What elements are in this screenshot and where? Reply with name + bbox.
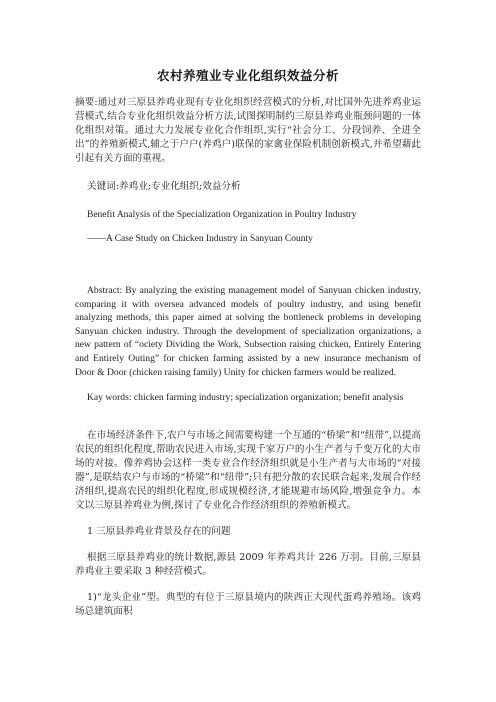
body-paragraph: 1)“龙头企业”型。典型的有位于三原县境内的陕西正大现代蛋鸡养殖场。该鸡场总建筑面积 <box>75 592 421 618</box>
keywords-cn: 关键词:养鸡业;专业化组织;效益分析 <box>87 181 241 192</box>
keywords-en: Kay words: chicken farming industry; specialization organization; benefit analysis <box>87 392 404 404</box>
document-title: 农村养殖业专业化组织效益分析 <box>156 68 339 83</box>
abstract-en: Abstract: By analyzing the existing management model of Sanyuan chicken industry, comparing it with oversea advanced models of poultry industry, and using benefit analyzing methods, this paper aimed at solving the bottleneck problems in developing Sanyuan chicken industry. Through the development of specialization organizations, a new pattern of “ociety Dividing the Work, Subsection raising chicken, Entirely Entering and Entirely Outing” for chicken farming assisted by a new insurance mechanism of Door & Door (chicken raising family) Unity for chicken farmers would be realized. <box>75 285 421 378</box>
section-heading: 1 三原县养鸡业背景及存在的问题 <box>87 526 231 538</box>
english-subtitle: ——A Case Study on Chicken Industry in Sanyuan County <box>87 234 313 244</box>
abstract-cn: 摘要:通过对三原县养鸡业现有专业化组织经营模式的分析,对比国外先进养鸡业运营模式,结合专业化组织效益分析方法,试图探明制约三原县养鸡业瓶颈问题的一体化组织对策。通过大力发展专业化合作组织,实行“社会分工、分段饲养、全进全出”的养殖新模式,辅之于户户(养鸡户)联保的家禽业保险机制创新模式,并希望藉此引起有关方面的重视。 <box>75 97 421 164</box>
body-paragraph: 根据三原县养鸡业的统计数据,源县 2009 年养鸡共计 226 万羽。目前,三原县养鸡业主要采取 3 种经营模式。 <box>75 552 421 578</box>
body-paragraph: 在市场经济条件下,农户与市场之间需要构建一个互通的“桥梁”和“纽带”,以提高农民的组织化程度,帮助农民进入市场,实现千家万户的小生产者与千变万化的大市场的对接。像养鸡协会这样一类专业合作经济组织就是小生产者与大市场的“对接器”,是联结农户与市场的“桥梁”和“纽带”;只有把分散的农民联合起来,发展合作经济组织,提高农民的组织化程度,形成规模经济,才能规避市场风险,增强竞争力。本文以三原县养鸡业为例,探讨了专业化合作经济组织的养殖新模式。 <box>75 430 421 512</box>
english-title: Benefit Analysis of the Specialization Organization in Poultry Industry <box>87 210 357 220</box>
